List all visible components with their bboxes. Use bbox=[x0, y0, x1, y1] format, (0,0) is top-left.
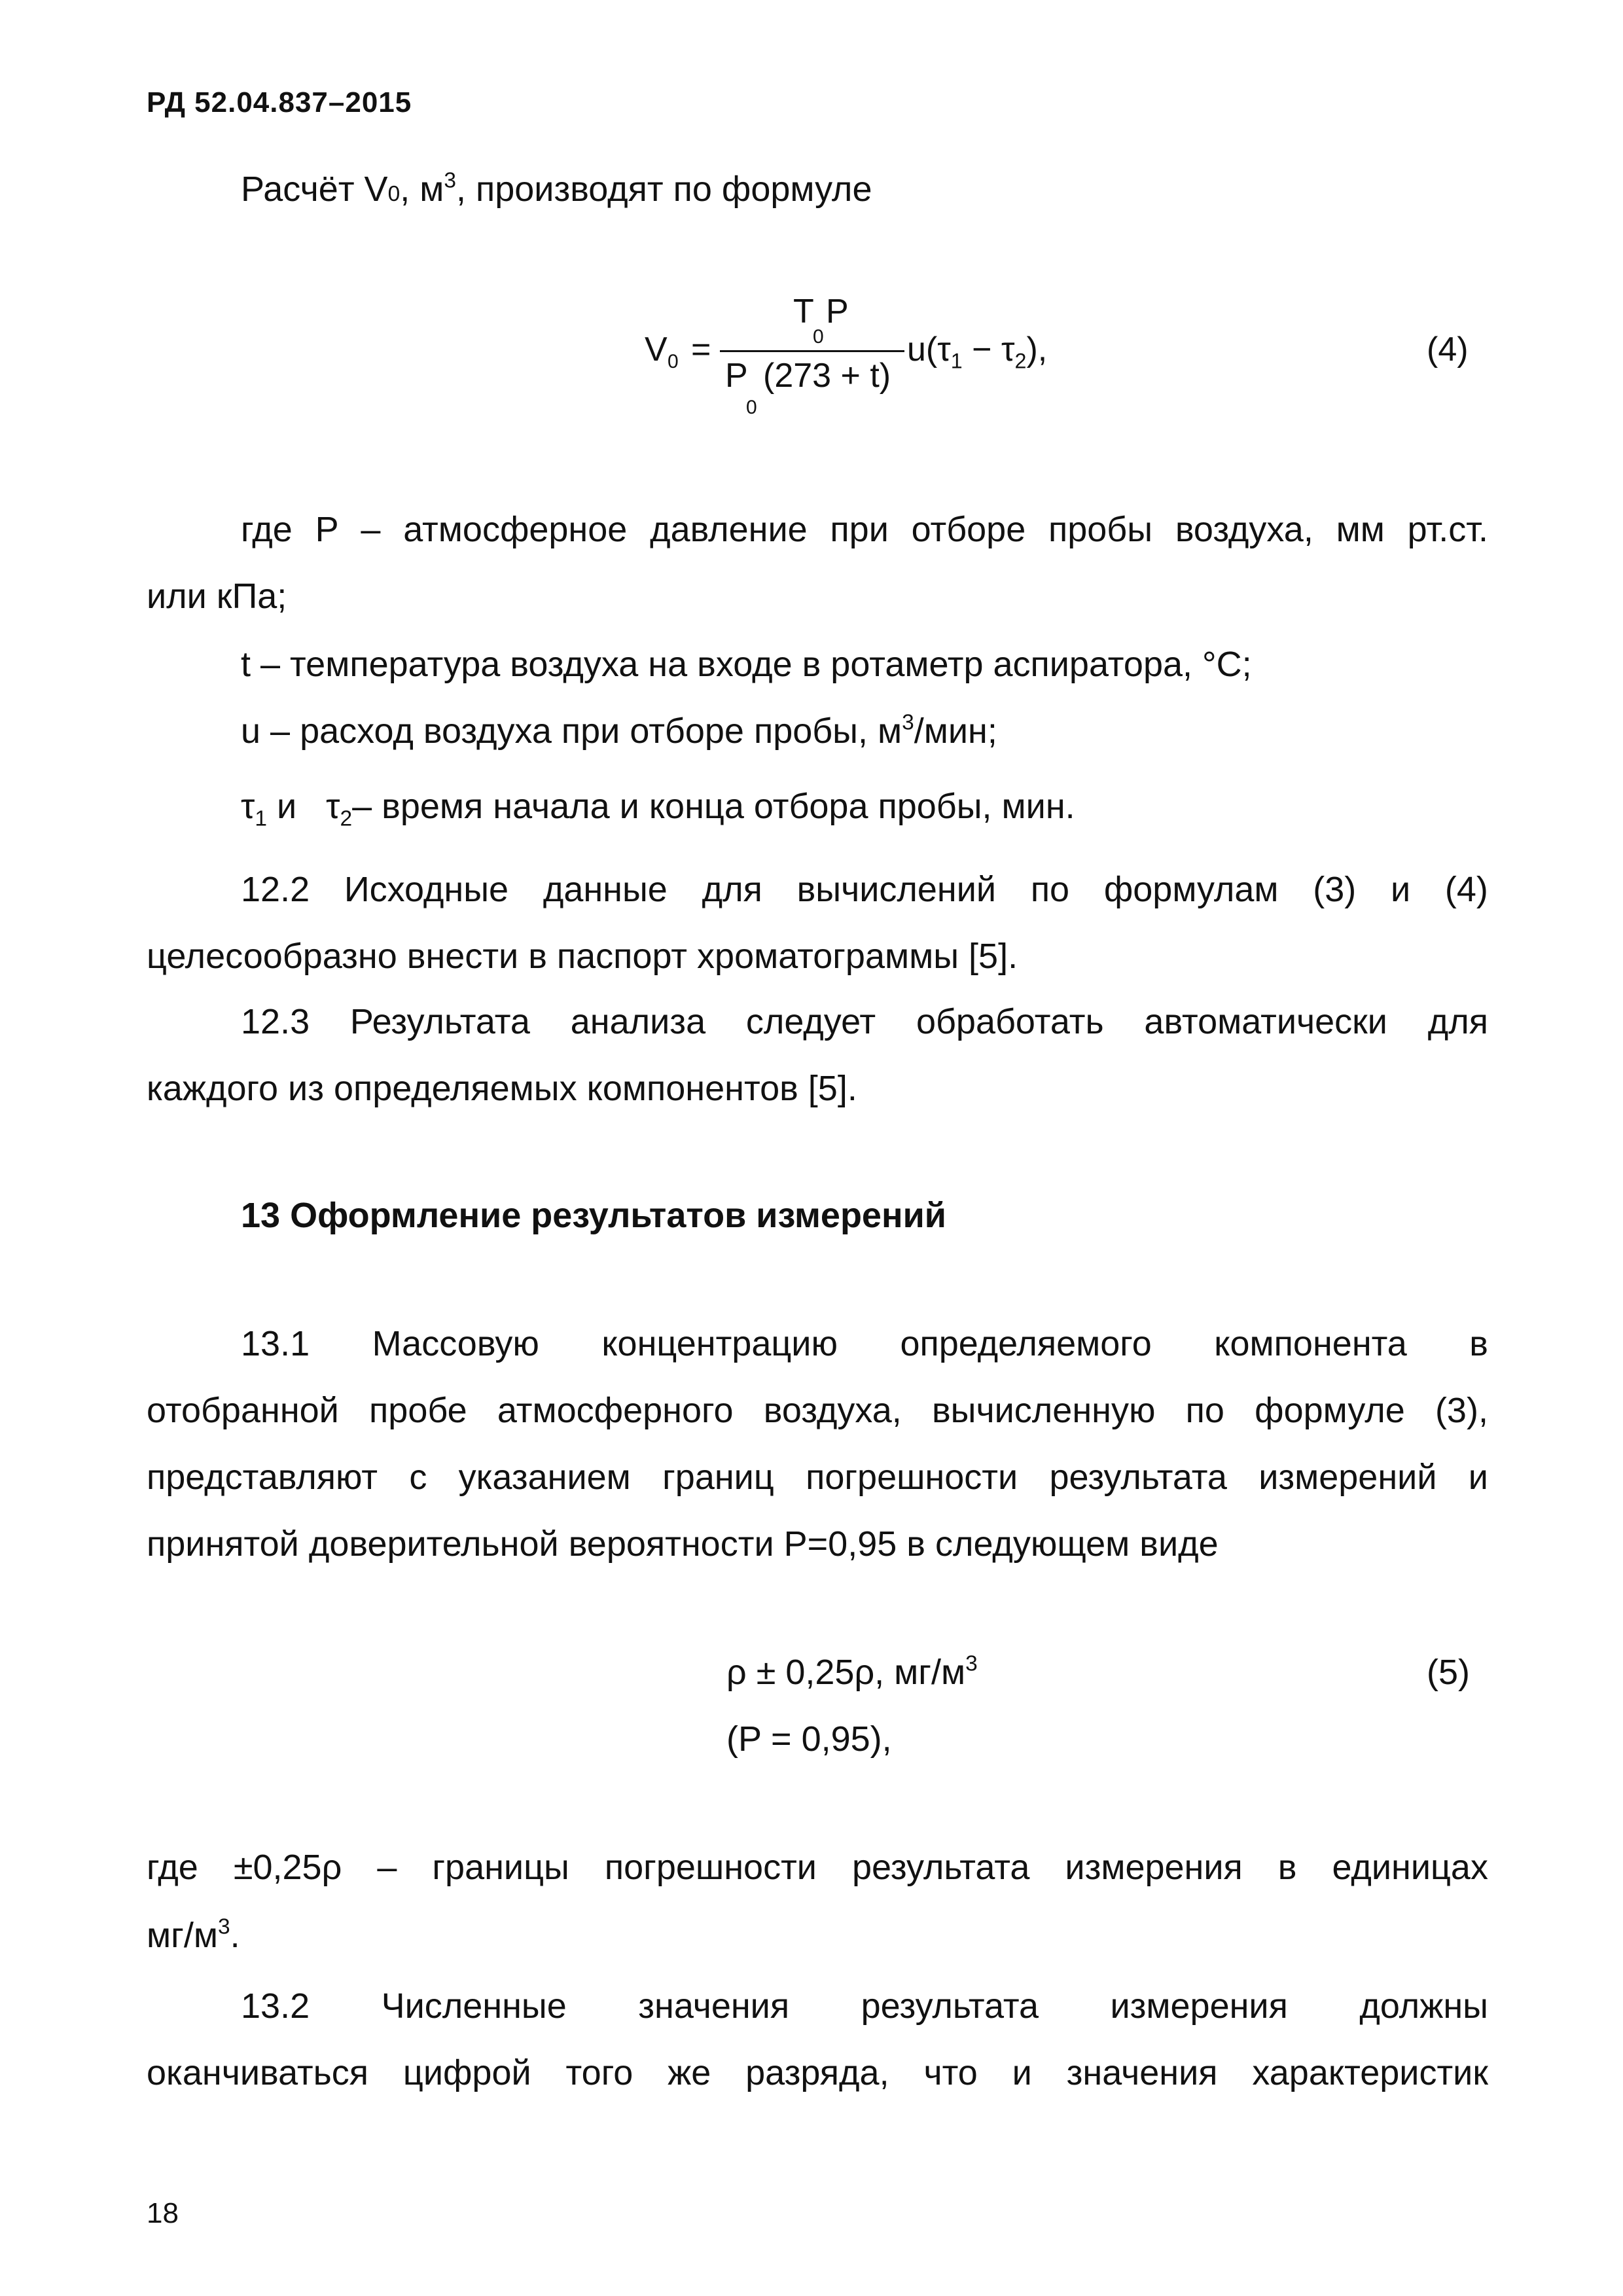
word: результата bbox=[1049, 1458, 1227, 1497]
definition-u-exponent: 3 bbox=[902, 710, 914, 735]
word: Исходные bbox=[344, 870, 509, 909]
definition-tau bbox=[241, 787, 1075, 831]
formula4-tail-minus: − τ bbox=[962, 331, 1015, 368]
word: формуле bbox=[1255, 1391, 1405, 1430]
word: представляют bbox=[147, 1458, 378, 1497]
formula4-tail-open: u(τ bbox=[907, 331, 951, 368]
intro-text-a: Расчёт V bbox=[241, 170, 388, 209]
word: рт.ст. bbox=[1407, 510, 1488, 549]
word: – границы bbox=[377, 1848, 569, 1887]
word: 13.1 bbox=[241, 1324, 310, 1363]
formula4-denominator-rest: (273 + t) bbox=[763, 357, 891, 395]
word: Численные bbox=[381, 1986, 567, 2026]
intro-exponent: 3 bbox=[444, 168, 456, 193]
word: атмосферное bbox=[403, 510, 628, 549]
word: с bbox=[409, 1458, 427, 1497]
word: где bbox=[147, 1848, 198, 1887]
word: данные bbox=[543, 870, 668, 909]
word: и bbox=[1012, 2053, 1032, 2092]
word: определяемого bbox=[900, 1324, 1152, 1363]
word: обработать bbox=[916, 1002, 1104, 1041]
word: измерения bbox=[1065, 1848, 1243, 1887]
word: для bbox=[702, 870, 762, 909]
where-p-line-1 bbox=[241, 512, 1488, 547]
formula4-denominator-P-subscript: 0 bbox=[746, 397, 757, 418]
word: по bbox=[1030, 870, 1070, 909]
formula4-denominator-P: P bbox=[725, 357, 748, 395]
paragraph-12-2-line-2: целесообразно внести в паспорт хроматограммы [5]. bbox=[147, 937, 1018, 976]
word: единицах bbox=[1332, 1848, 1488, 1887]
word: (3), bbox=[1435, 1391, 1488, 1430]
formula5-expression-text: ρ ± 0,25ρ, мг/м bbox=[726, 1653, 966, 1692]
unit-exponent: 3 bbox=[217, 1914, 230, 1939]
word: погрешности bbox=[806, 1458, 1018, 1497]
word: атмосферного bbox=[497, 1391, 734, 1430]
word: Массовую bbox=[372, 1324, 539, 1363]
word: должны bbox=[1359, 1986, 1488, 2026]
word: давление bbox=[650, 510, 808, 549]
formula-5-condition: (P = 0,95), bbox=[726, 1719, 892, 1759]
formula5-exponent: 3 bbox=[965, 1651, 978, 1676]
word: результата bbox=[861, 1986, 1039, 2026]
formula4-tail-close: ), bbox=[1026, 331, 1048, 368]
word: по bbox=[1185, 1391, 1224, 1430]
word: измерения bbox=[1110, 1986, 1288, 2026]
word: значения bbox=[1066, 2053, 1218, 2092]
word: разряда, bbox=[745, 2053, 889, 2092]
formula4-tau2-subscript: 2 bbox=[1014, 349, 1027, 373]
tau-and: и bbox=[266, 787, 307, 826]
paragraph-13-1-line-4: принятой доверительной вероятности P=0,95 в следующем виде bbox=[147, 1524, 1219, 1564]
word: что bbox=[923, 2053, 978, 2092]
formula4-lhs: V bbox=[645, 331, 668, 368]
word: в bbox=[1469, 1324, 1488, 1363]
word: отборе bbox=[911, 510, 1026, 549]
word: же bbox=[668, 2053, 711, 2092]
word: и bbox=[1468, 1458, 1488, 1497]
formula4-fraction-bar bbox=[720, 350, 904, 352]
formula-intro-line bbox=[241, 168, 872, 209]
word: (3) bbox=[1313, 870, 1357, 909]
word: оканчиваться bbox=[147, 2053, 369, 2092]
word: ±0,25ρ bbox=[233, 1848, 342, 1887]
paragraph-13-1-line-1 bbox=[241, 1326, 1488, 1361]
formula4-tau1-subscript: 1 bbox=[950, 349, 963, 373]
definition-t: t – температура воздуха на входе в ротаметр аспиратора, °C; bbox=[241, 645, 1252, 684]
formula4-tail bbox=[907, 331, 1048, 373]
paragraph-13-2-line-2 bbox=[147, 2055, 1488, 2090]
formula4-numerator-T: T bbox=[793, 293, 814, 331]
word: пробе bbox=[369, 1391, 467, 1430]
word: при bbox=[830, 510, 889, 549]
word: компонента bbox=[1214, 1324, 1407, 1363]
intro-text-b: , м bbox=[400, 170, 444, 209]
word: значения bbox=[638, 1986, 790, 2026]
tau-definition-text: – время начала и конца отбора пробы, мин. bbox=[352, 787, 1075, 826]
word: в bbox=[1277, 1848, 1297, 1887]
word: – bbox=[361, 510, 381, 549]
paragraph-13-2-line-1 bbox=[241, 1988, 1488, 2024]
section-13-heading: 13 Оформление результатов измерений bbox=[241, 1196, 946, 1235]
word: пробы bbox=[1048, 510, 1153, 549]
formula4-numerator-T-subscript: 0 bbox=[813, 326, 824, 348]
word: измерений bbox=[1258, 1458, 1437, 1497]
definition-u-text: u – расход воздуха при отборе пробы, м bbox=[241, 711, 902, 751]
word: цифрой bbox=[402, 2053, 531, 2092]
paragraph-12-2-line-1 bbox=[241, 872, 1488, 907]
formula4-lhs-subscript: 0 bbox=[668, 351, 679, 372]
intro-subscript: 0 bbox=[387, 182, 401, 206]
word: того bbox=[565, 2053, 633, 2092]
paragraph-12-3-line-1 bbox=[241, 1004, 1488, 1039]
word: погрешности bbox=[604, 1848, 817, 1887]
where-error-line-1 bbox=[147, 1850, 1488, 1885]
word: концентрацию bbox=[601, 1324, 838, 1363]
word: 12.3 bbox=[241, 1002, 310, 1041]
word: границ bbox=[662, 1458, 774, 1497]
word: для bbox=[1427, 1002, 1489, 1041]
word: 12.2 bbox=[241, 870, 310, 909]
word: (4) bbox=[1444, 870, 1488, 909]
word: вычислений bbox=[796, 870, 997, 909]
word: формулам bbox=[1103, 870, 1279, 909]
word: Результата bbox=[349, 1002, 530, 1041]
intro-text-c: , производят по формуле bbox=[455, 170, 872, 209]
tau1-subscript: 1 bbox=[255, 806, 267, 831]
word: отобранной bbox=[147, 1391, 339, 1430]
word: указанием bbox=[458, 1458, 631, 1497]
word: воздуха, bbox=[1175, 510, 1313, 549]
word: автоматически bbox=[1144, 1002, 1387, 1041]
paragraph-13-1-line-3 bbox=[147, 1460, 1488, 1495]
word: характеристик bbox=[1252, 2053, 1488, 2092]
paragraph-12-3-line-2: каждого из определяемых компонентов [5]. bbox=[147, 1069, 857, 1108]
word: 13.2 bbox=[241, 1986, 310, 2026]
word: и bbox=[1391, 870, 1411, 909]
document-code-header: РД 52.04.837–2015 bbox=[147, 86, 412, 118]
formula4-equals: = bbox=[691, 331, 711, 368]
unit-text: мг/м bbox=[147, 1916, 218, 1955]
page-number: 18 bbox=[147, 2197, 179, 2229]
tau2-symbol: τ bbox=[326, 787, 340, 826]
paragraph-13-1-line-2 bbox=[147, 1393, 1488, 1428]
word: где bbox=[241, 510, 293, 549]
word: вычисленную bbox=[931, 1391, 1156, 1430]
formula-5-expression bbox=[726, 1651, 978, 1692]
word: результата bbox=[851, 1848, 1030, 1887]
word: P bbox=[315, 510, 338, 549]
where-p-line-2: или кПа; bbox=[147, 577, 287, 616]
unit-period: . bbox=[230, 1916, 240, 1955]
word: воздуха, bbox=[763, 1391, 902, 1430]
formula-5-number: (5) bbox=[1427, 1653, 1470, 1692]
word: анализа bbox=[570, 1002, 706, 1041]
formula4-number: (4) bbox=[1427, 331, 1469, 368]
where-error-line-2 bbox=[147, 1914, 240, 1955]
word: следует bbox=[745, 1002, 876, 1041]
definition-u bbox=[241, 710, 997, 751]
formula4-numerator-P: P bbox=[826, 293, 849, 331]
word: мм bbox=[1336, 510, 1385, 549]
tau2-subscript: 2 bbox=[340, 806, 353, 831]
tau1-symbol: τ bbox=[241, 787, 255, 826]
definition-u-unit: /мин; bbox=[914, 711, 997, 751]
